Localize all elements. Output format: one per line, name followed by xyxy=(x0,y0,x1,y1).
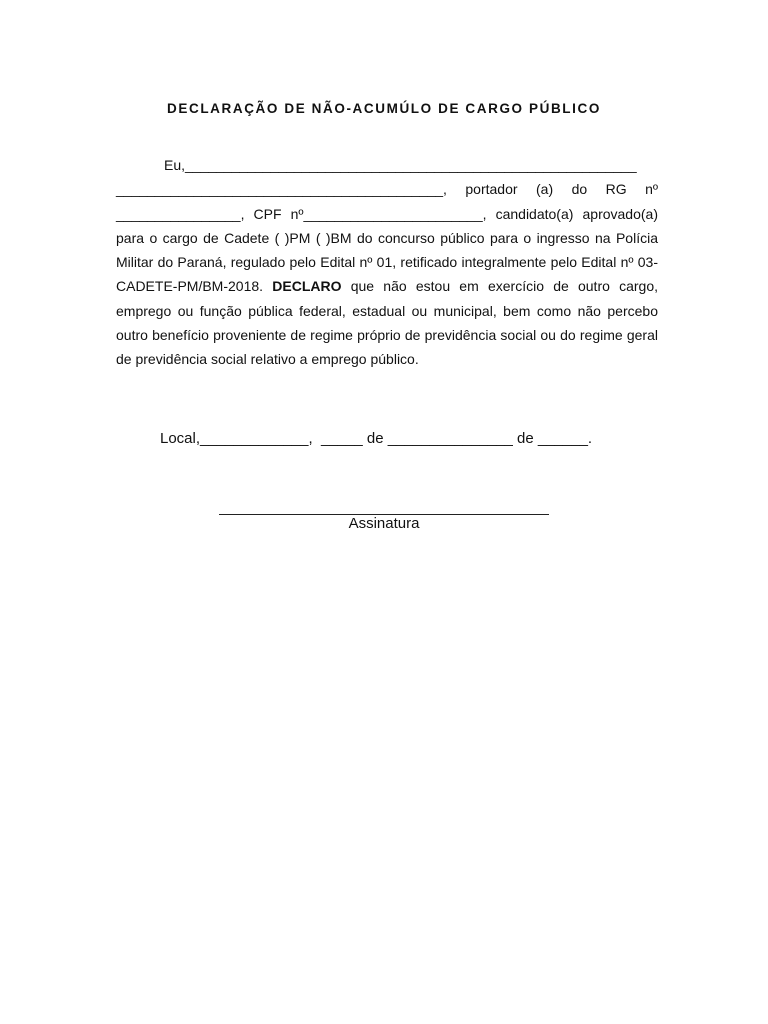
signature-label: Assinatura xyxy=(348,515,420,532)
declaration-text xyxy=(116,153,658,372)
local-date-line: Local,_____________, _____ de _______________ de ______. xyxy=(160,430,593,447)
declaro-keyword: DECLARO xyxy=(272,278,342,295)
declaration-paragraph xyxy=(116,153,658,372)
declaration-text-part2: que não estou em exercício de outro cargo, emprego ou função pública federal, estadual ou municipal, bem como não percebo outro benefício proveniente de regime próprio de previdência social ou do regime geral de previdência social relativo a emprego público. xyxy=(116,278,659,368)
declaration-text-part1: Eu,__________________________________________________________ __________________________________________, portador (a) do RG nº ________________, CPF nº_______________________, candidato(a) aprovado(a) para o cargo de Cadete ( )PM ( )BM do concurso público para o ingresso na Polícia Militar do Paraná, regulado pelo Edital nº 01, retificado integralmente pelo Edital nº 03-CADETE-PM/BM-2018. xyxy=(116,157,658,295)
document-title: DECLARAÇÃO DE NÃO-ACUMÚLO DE CARGO PÚBLICO xyxy=(167,101,601,116)
